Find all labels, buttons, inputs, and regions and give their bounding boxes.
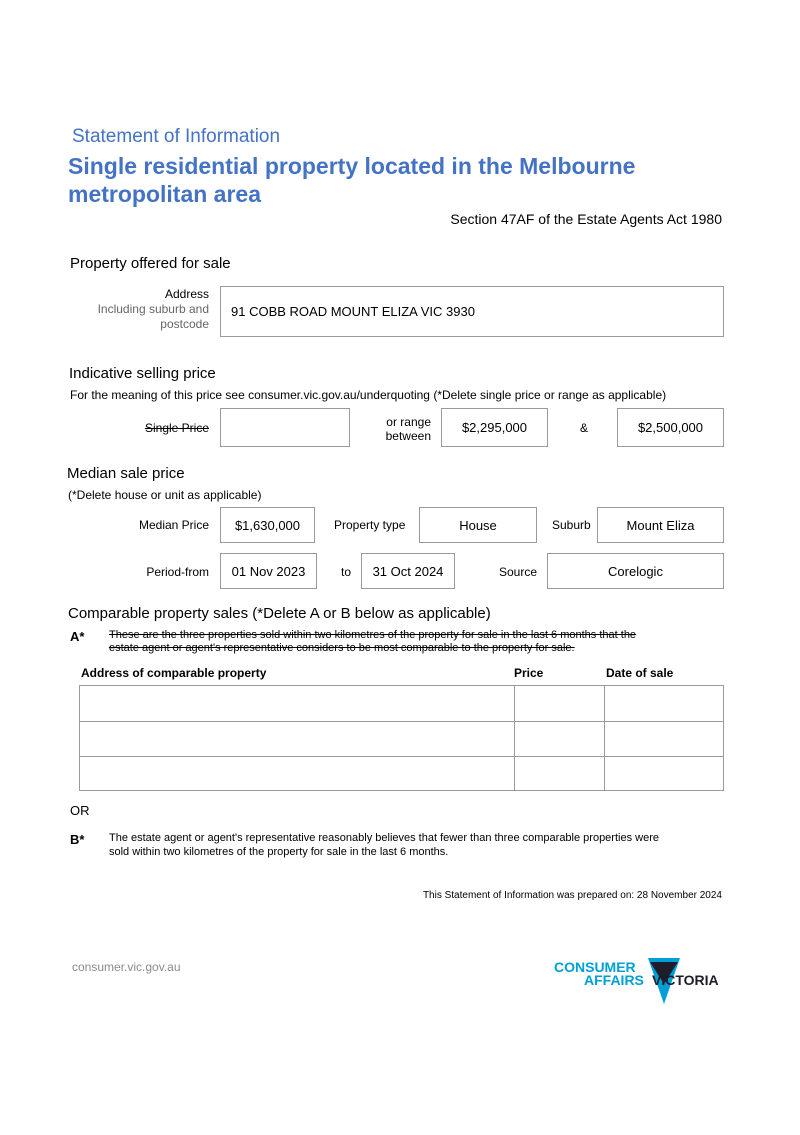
option-b-text-2: sold within two kilometres of the property for sale in the last 6 months. xyxy=(109,846,449,858)
logo-victoria: VICTORIA xyxy=(652,972,719,988)
range-high-value: $2,500,000 xyxy=(637,420,704,435)
table-row xyxy=(80,721,723,756)
source-field[interactable] xyxy=(547,553,724,589)
property-type-field[interactable] xyxy=(419,507,537,543)
footer-website[interactable]: consumer.vic.gov.au xyxy=(72,960,181,974)
act-section: Section 47AF of the Estate Agents Act 1980 xyxy=(450,211,722,227)
source-label: Source xyxy=(499,565,538,579)
median-price-field[interactable] xyxy=(220,507,315,543)
period-from-field[interactable] xyxy=(220,553,317,589)
option-a-text-1: These are the three properties sold within two kilometres of the property for sale in the last 6 months that the xyxy=(109,629,637,641)
option-a-marker: A* xyxy=(70,629,85,644)
range-label-1: or range xyxy=(386,415,431,429)
logo-consumer: CONSUMER xyxy=(554,959,636,975)
address-label: Address xyxy=(164,287,209,301)
suburb-label: Suburb xyxy=(552,518,591,532)
period-to-field[interactable] xyxy=(361,553,455,589)
document-title-line-1: Single residential property located in the Melbourne xyxy=(68,153,636,179)
comparable-table xyxy=(79,685,724,791)
table-divider-price xyxy=(514,686,515,790)
suburb-value: Mount Eliza xyxy=(626,517,695,533)
address-sublabel-1: Including suburb and xyxy=(97,302,209,316)
indicative-note: For the meaning of this price see consumer.vic.gov.au/underquoting (*Delete single price or range as applicable) xyxy=(70,388,667,402)
address-value: 91 COBB ROAD MOUNT ELIZA VIC 3930 xyxy=(231,304,475,319)
consumer-affairs-victoria-logo xyxy=(552,954,726,1008)
range-label-2: between xyxy=(385,429,431,443)
option-a-text-2: estate agent or agent's representative considers to be most comparable to the property for sale. xyxy=(109,642,575,654)
table-row xyxy=(80,686,723,721)
address-sublabel-2: postcode xyxy=(160,317,209,331)
option-b-marker: B* xyxy=(70,832,85,847)
table-row xyxy=(80,756,723,791)
single-price-field[interactable] xyxy=(220,408,350,447)
source-value: Corelogic xyxy=(608,563,663,579)
median-price-label: Median Price xyxy=(138,518,209,532)
median-heading: Median sale price xyxy=(67,465,185,482)
range-low-field[interactable] xyxy=(441,408,548,447)
table-divider-date xyxy=(604,686,605,790)
col-date-header: Date of sale xyxy=(606,666,674,680)
col-price-header: Price xyxy=(514,666,544,680)
range-high-field[interactable] xyxy=(617,408,724,447)
or-label: OR xyxy=(70,803,90,818)
col-address-header: Address of comparable property xyxy=(81,666,267,680)
range-low-value: $2,295,000 xyxy=(461,420,528,435)
document-title-line-2: metropolitan area xyxy=(68,181,261,207)
period-to-value: 31 Oct 2024 xyxy=(372,563,444,579)
median-note: (*Delete house or unit as applicable) xyxy=(68,488,262,502)
single-price-label: Single Price xyxy=(144,421,209,435)
property-type-value: House xyxy=(459,517,497,533)
property-heading: Property offered for sale xyxy=(70,255,231,272)
period-from-label: Period-from xyxy=(146,565,209,579)
indicative-heading: Indicative selling price xyxy=(69,365,216,382)
comparable-heading: Comparable property sales (*Delete A or B below as applicable) xyxy=(68,605,491,622)
prepared-date: This Statement of Information was prepared on: 28 November 2024 xyxy=(422,890,722,901)
address-field[interactable] xyxy=(220,286,724,337)
logo-affairs: AFFAIRS xyxy=(584,972,644,988)
and-label: & xyxy=(580,421,589,435)
suburb-field[interactable] xyxy=(597,507,724,543)
property-type-label: Property type xyxy=(334,518,406,532)
option-b-text-1: The estate agent or agent's representative reasonably believes that fewer than three comparable properties were xyxy=(109,832,659,844)
median-price-value: $1,630,000 xyxy=(234,517,301,533)
statement-heading: Statement of Information xyxy=(72,126,281,147)
period-from-value: 01 Nov 2023 xyxy=(231,563,306,579)
to-label: to xyxy=(341,565,352,579)
